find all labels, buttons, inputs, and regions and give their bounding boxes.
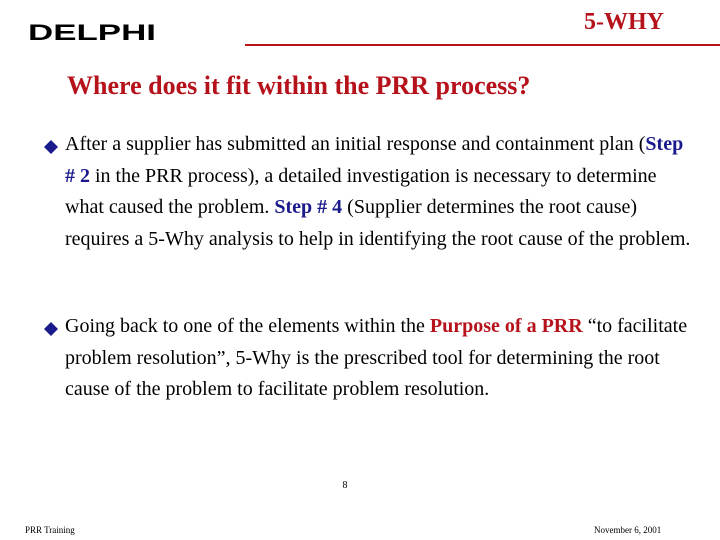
bullet-2-part-1: Going back to one of the elements within the <box>65 315 430 337</box>
bullet-text-1 <box>65 129 694 255</box>
bullet-1-part-2: in the PRR process), a detailed investigation is necessary to determine what caused the problem. <box>65 164 657 218</box>
slide-title: Where does it fit within the PRR process? <box>67 71 531 100</box>
bullet-text-2 <box>65 311 694 406</box>
step-2-highlight: Step # 2 <box>65 133 684 187</box>
footer-left: PRR Training <box>25 525 75 535</box>
bullet-item-2 <box>44 311 694 406</box>
delphi-logo <box>28 20 158 44</box>
bullet-2-part-2: “to facilitate problem resolution”, 5-Why is the prescribed tool for determining the root cause of the problem to facilitate problem resolution. <box>65 315 688 400</box>
step-4-highlight: Step # 4 <box>274 196 343 218</box>
bullet-1-part-1: After a supplier has submitted an initial response and containment plan ( <box>65 133 646 155</box>
footer-date: November 6, 2001 <box>594 525 662 535</box>
bullet-1-part-3: (Supplier determines the root cause) requires a 5-Why analysis to help in identifying the root cause of the problem. <box>65 196 691 250</box>
diamond-bullet-icon <box>44 322 58 336</box>
purpose-highlight: Purpose of a PRR <box>429 315 583 337</box>
page-number: 8 <box>342 480 348 491</box>
bullet-item-1 <box>44 129 694 255</box>
header-tag: 5-WHY <box>584 9 664 35</box>
diamond-bullet-icon <box>44 140 58 154</box>
header-rule <box>245 44 720 46</box>
svg-text:DELPHI: DELPHI <box>28 20 156 44</box>
